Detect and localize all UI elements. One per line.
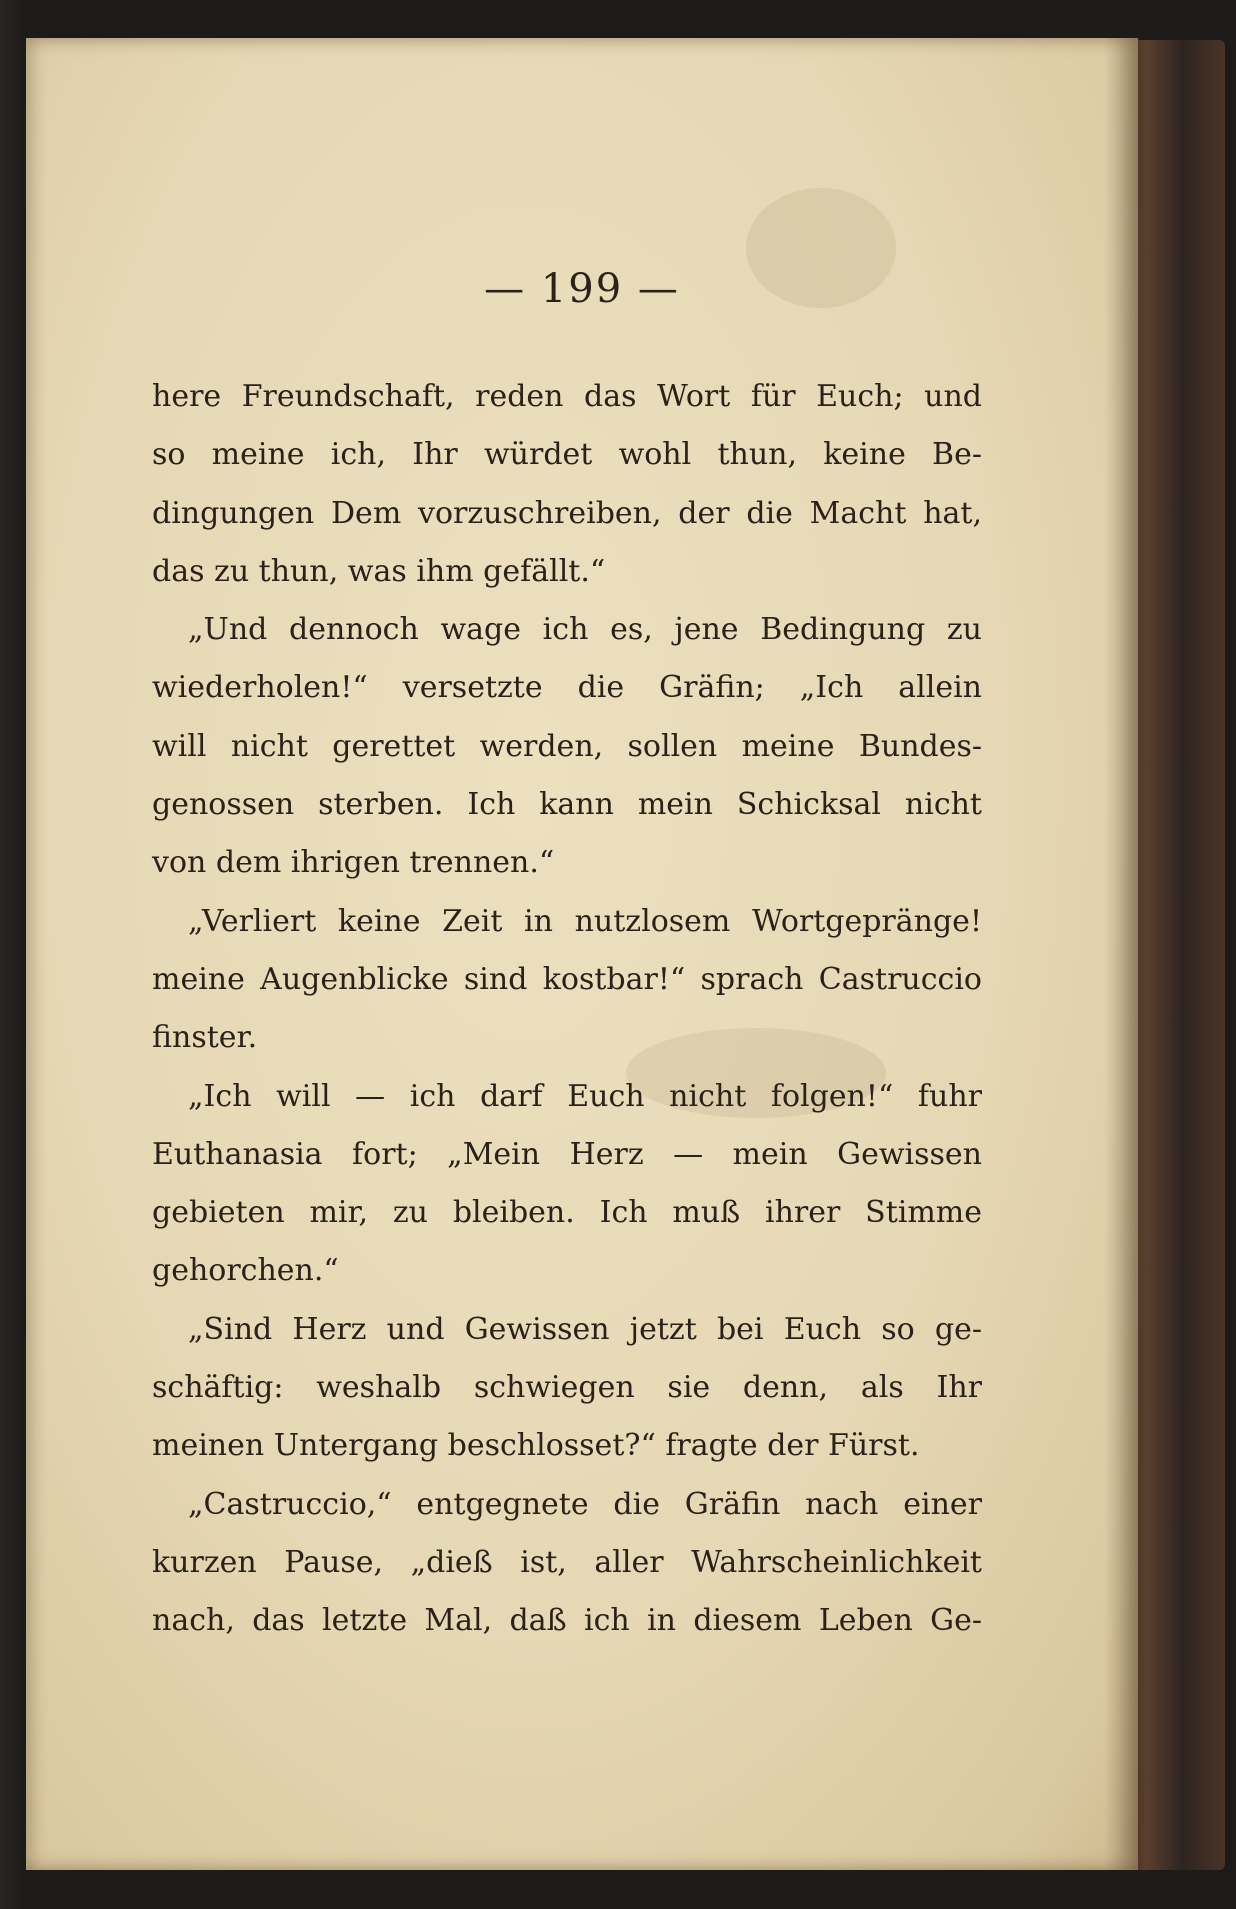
text-line: finster. — [152, 1020, 258, 1056]
book-page — [26, 38, 1138, 1870]
text-line: gehorchen.“ — [152, 1253, 339, 1289]
text-line: wiederholen!“ versetzte die Gräfin; „Ich allein — [152, 670, 982, 706]
text-line: genossen sterben. Ich kann mein Schicksal nicht — [152, 787, 982, 823]
text-line: „Und dennoch wage ich es, jene Bedingung zu — [188, 612, 982, 648]
text-line: „Castruccio,“ entgegnete die Gräfin nach einer — [188, 1486, 982, 1522]
text-line: „Sind Herz und Gewissen jetzt bei Euch so ge- — [188, 1311, 982, 1347]
text-line: meine Augenblicke sind kostbar!“ sprach Castruccio — [152, 961, 982, 997]
text-line: meinen Untergang beschlosset?“ fragte der Fürst. — [152, 1428, 920, 1464]
text-line: „Verliert keine Zeit in nutzlosem Wortgepränge! — [188, 903, 982, 939]
text-line: nach, das letzte Mal, daß ich in diesem Leben Ge- — [152, 1603, 982, 1639]
page-number: — 199 — — [484, 266, 680, 312]
text-line: here Freundschaft, reden das Wort für Euch; und — [152, 379, 982, 414]
text-line: gebieten mir, zu bleiben. Ich muß ihrer Stimme — [152, 1195, 982, 1231]
text-line: dingungen Dem vorzuschreiben, der die Macht hat, — [152, 495, 982, 531]
text-line: Euthanasia fort; „Mein Herz — mein Gewissen — [152, 1136, 982, 1172]
text-line: schäftig: weshalb schwiegen sie denn, als Ihr — [152, 1370, 982, 1406]
gutter-shadow — [1104, 38, 1138, 1870]
text-line: das zu thun, was ihm gefällt.“ — [152, 553, 606, 589]
text-line: von dem ihrigen trennen.“ — [152, 845, 555, 881]
text-line: will nicht gerettet werden, sollen meine Bundes- — [152, 728, 982, 764]
text-line: kurzen Pause, „dieß ist, aller Wahrscheinlichkeit — [152, 1544, 982, 1580]
text-line: so meine ich, Ihr würdet wohl thun, keine Be- — [152, 437, 982, 473]
body-text — [152, 368, 982, 1651]
text-line: „Ich will — ich darf Euch nicht folgen!“ fuhr — [188, 1078, 982, 1114]
